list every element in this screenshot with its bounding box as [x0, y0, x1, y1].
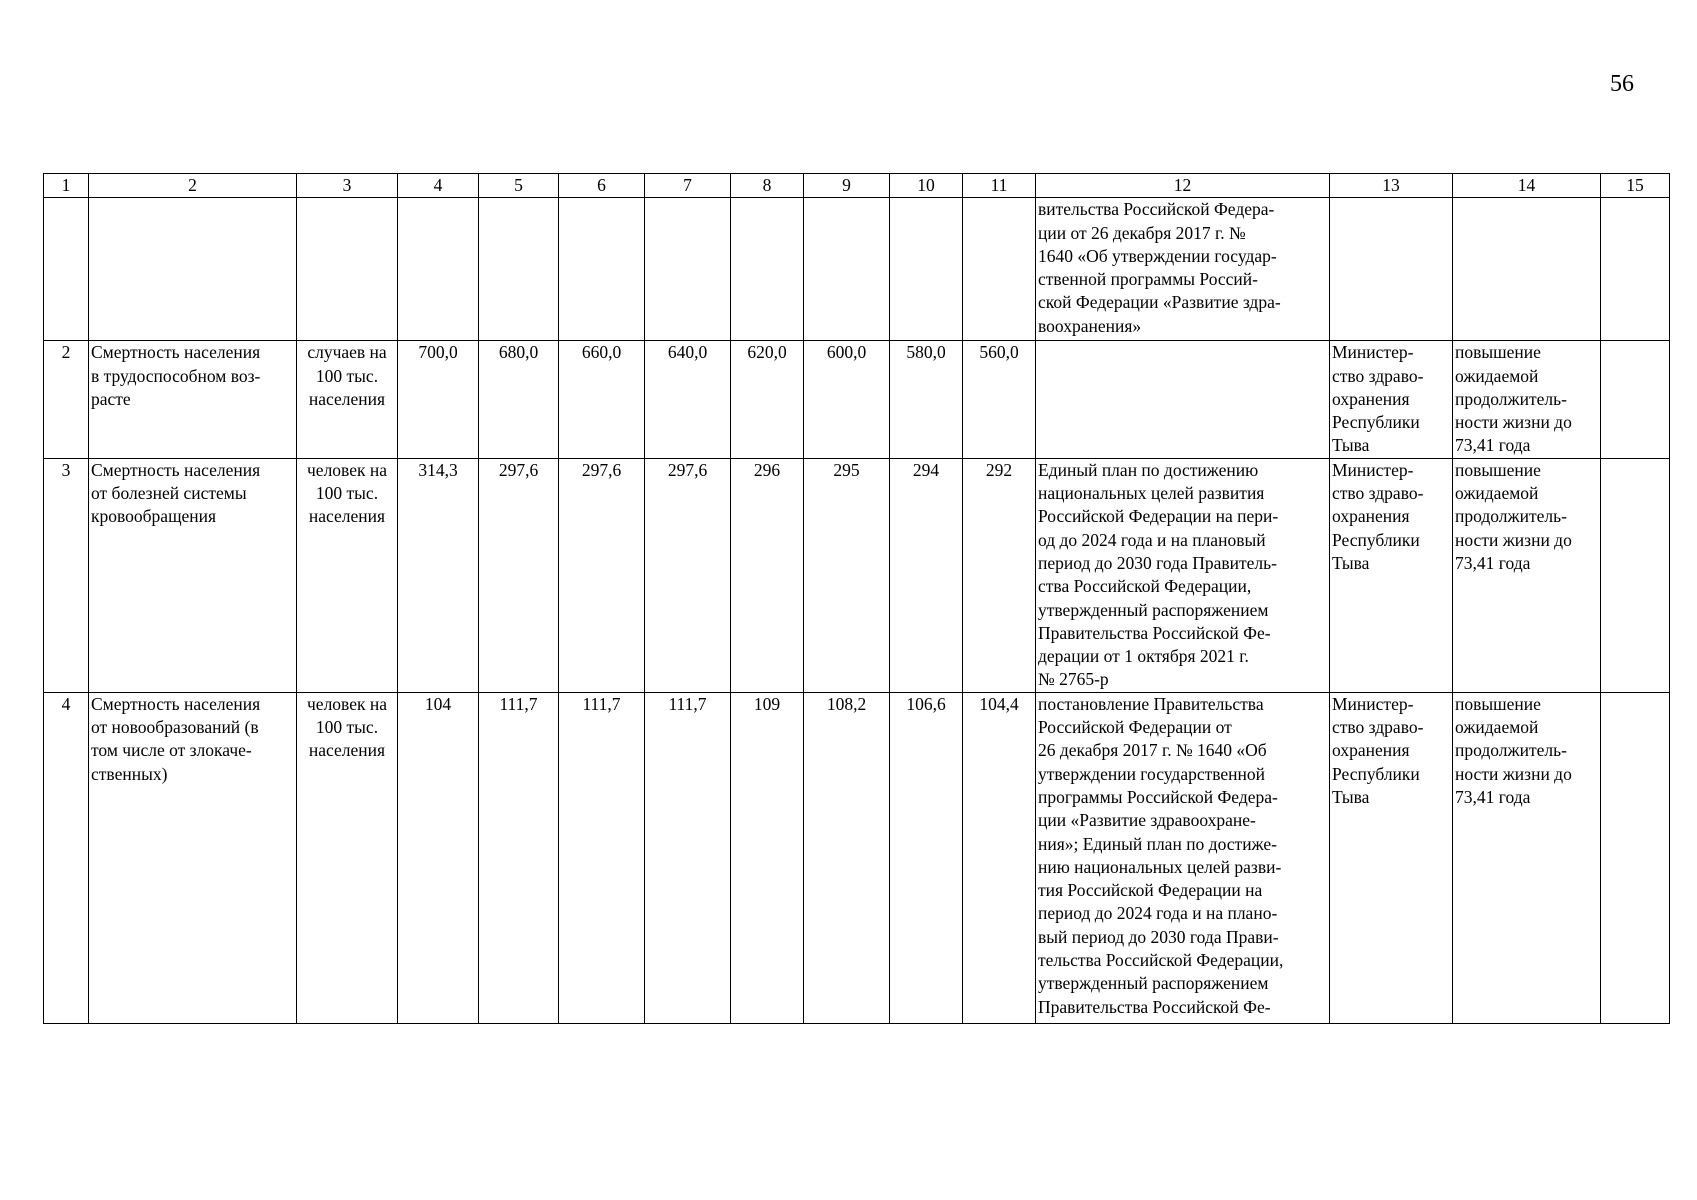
column-number-cell: 9	[804, 174, 890, 198]
value-cell: 680,0	[479, 341, 559, 458]
value-cell: 104	[398, 692, 479, 1023]
column-number-cell: 3	[297, 174, 398, 198]
indicator-name-cell: Смертность населения от болезней системы кровообращения	[89, 458, 297, 692]
row-number-cell: 2	[44, 341, 89, 458]
value-cell: 106,6	[890, 692, 963, 1023]
table-row	[44, 341, 1670, 458]
expected-result-cell	[1453, 198, 1601, 341]
column-number-cell: 2	[89, 174, 297, 198]
value-cell	[479, 198, 559, 341]
responsible-cell: Министер- ство здраво- охранения Республики Тыва	[1330, 341, 1453, 458]
indicator-name-cell	[89, 198, 297, 341]
value-cell	[398, 198, 479, 341]
value-cell: 111,7	[559, 692, 645, 1023]
value-cell: 640,0	[645, 341, 731, 458]
value-cell: 296	[731, 458, 804, 692]
expected-result-cell: повышение ожидаемой продолжитель- ности жизни до 73,41 года	[1453, 341, 1601, 458]
value-cell: 297,6	[645, 458, 731, 692]
unit-cell	[297, 198, 398, 341]
value-cell	[731, 198, 804, 341]
column-number-cell: 6	[559, 174, 645, 198]
value-cell: 108,2	[804, 692, 890, 1023]
legal-basis-cell: постановление Правительства Российской Федерации от 26 декабря 2017 г. № 1640 «Об утверждении государственной программы Российской Федера- ции «Развитие здравоохране- ния»; Единый план по достиже- нию национальных целей разви- тия Российской Федерации на период до 2024 года и на плано- вый период до 2030 года Прави- тельства Российской Федерации, утвержденный распоряжением Правительства Российской Фе-	[1036, 692, 1330, 1023]
table-row	[44, 458, 1670, 692]
value-cell: 580,0	[890, 341, 963, 458]
responsible-cell	[1330, 198, 1453, 341]
column-15-cell	[1601, 692, 1670, 1023]
value-cell: 297,6	[559, 458, 645, 692]
column-number-cell: 1	[44, 174, 89, 198]
indicator-name-cell: Смертность населения в трудоспособном воз- расте	[89, 341, 297, 458]
column-15-cell	[1601, 198, 1670, 341]
column-number-cell: 15	[1601, 174, 1670, 198]
value-cell: 660,0	[559, 341, 645, 458]
table-row	[44, 198, 1670, 341]
column-number-cell: 12	[1036, 174, 1330, 198]
column-number-cell: 11	[963, 174, 1036, 198]
value-cell: 111,7	[645, 692, 731, 1023]
value-cell: 104,4	[963, 692, 1036, 1023]
responsible-cell: Министер- ство здраво- охранения Республики Тыва	[1330, 458, 1453, 692]
row-number-cell	[44, 198, 89, 341]
value-cell: 620,0	[731, 341, 804, 458]
value-cell: 111,7	[479, 692, 559, 1023]
column-15-cell	[1601, 458, 1670, 692]
column-number-cell: 4	[398, 174, 479, 198]
row-number-cell: 4	[44, 692, 89, 1023]
legal-basis-cell	[1036, 341, 1330, 458]
expected-result-cell: повышение ожидаемой продолжитель- ности жизни до 73,41 года	[1453, 458, 1601, 692]
value-cell	[963, 198, 1036, 341]
table-row	[44, 692, 1670, 1023]
value-cell: 292	[963, 458, 1036, 692]
legal-basis-cell: Единый план по достижению национальных целей развития Российской Федерации на пери- од до 2024 года и на плановый период до 2030 года Правитель- ства Российской Федерации, утвержденный распоряжением Правительства Российской Фе- дерации от 1 октября 2021 г. № 2765-р	[1036, 458, 1330, 692]
legal-basis-cell: вительства Российской Федера- ции от 26 декабря 2017 г. № 1640 «Об утверждении государ- ственной программы Россий- ской Федерации «Развитие здра- воохранения»	[1036, 198, 1330, 341]
unit-cell: случаев на 100 тыс. населения	[297, 341, 398, 458]
column-number-cell: 13	[1330, 174, 1453, 198]
value-cell: 700,0	[398, 341, 479, 458]
responsible-cell: Министер- ство здраво- охранения Республики Тыва	[1330, 692, 1453, 1023]
value-cell: 297,6	[479, 458, 559, 692]
column-number-cell: 8	[731, 174, 804, 198]
value-cell: 294	[890, 458, 963, 692]
unit-cell: человек на 100 тыс. населения	[297, 458, 398, 692]
column-number-cell: 5	[479, 174, 559, 198]
value-cell: 295	[804, 458, 890, 692]
unit-cell: человек на 100 тыс. населения	[297, 692, 398, 1023]
column-15-cell	[1601, 341, 1670, 458]
value-cell: 109	[731, 692, 804, 1023]
row-number-cell: 3	[44, 458, 89, 692]
value-cell: 600,0	[804, 341, 890, 458]
column-number-cell: 7	[645, 174, 731, 198]
column-number-row	[44, 174, 1670, 198]
column-number-cell: 14	[1453, 174, 1601, 198]
indicators-table	[43, 173, 1670, 1024]
value-cell	[804, 198, 890, 341]
value-cell	[890, 198, 963, 341]
page-number: 56	[1610, 71, 1634, 97]
indicator-name-cell: Смертность населения от новообразований (в том числе от злокаче- ственных)	[89, 692, 297, 1023]
expected-result-cell: повышение ожидаемой продолжитель- ности жизни до 73,41 года	[1453, 692, 1601, 1023]
value-cell	[559, 198, 645, 341]
value-cell: 314,3	[398, 458, 479, 692]
value-cell	[645, 198, 731, 341]
value-cell: 560,0	[963, 341, 1036, 458]
column-number-cell: 10	[890, 174, 963, 198]
